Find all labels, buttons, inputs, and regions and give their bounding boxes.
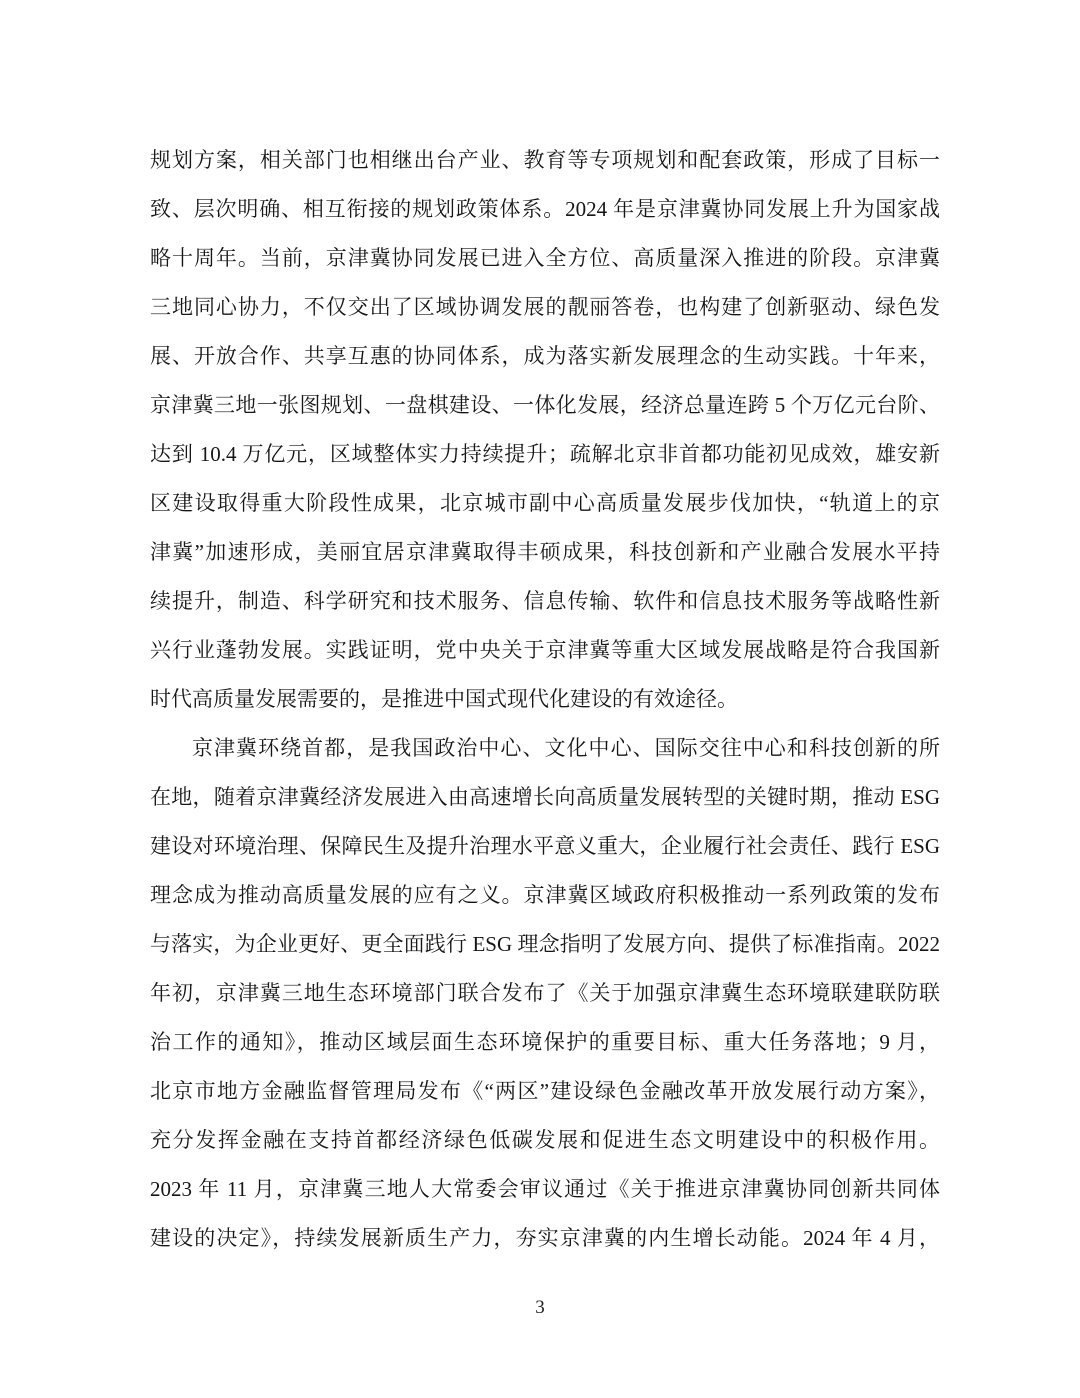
- body-text: [150, 136, 940, 1263]
- page-number: 3: [535, 1297, 545, 1318]
- text-line: 略十周年。当前，京津冀协同发展已进入全方位、高质量深入推进的阶段。京津冀: [150, 246, 940, 270]
- text-line: 展、开放合作、共享互惠的协同体系，成为落实新发展理念的生动实践。十年来，: [150, 344, 940, 368]
- text-line: 年初，京津冀三地生态环境部门联合发布了《关于加强京津冀生态环境联建联防联: [150, 981, 940, 1005]
- text-line: 在地，随着京津冀经济发展进入由高速增长向高质量发展转型的关键时期，推动 ESG: [150, 785, 940, 809]
- text-line: 致、层次明确、相互衔接的规划政策体系。2024 年是京津冀协同发展上升为国家战: [150, 197, 940, 221]
- text-line: 时代高质量发展需要的，是推进中国式现代化建设的有效途径。: [150, 687, 738, 711]
- text-line: 建设的决定》，持续发展新质生产力，夯实京津冀的内生增长动能。2024 年 4 月，: [150, 1226, 940, 1250]
- text-line: 津冀”加速形成，美丽宜居京津冀取得丰硕成果，科技创新和产业融合发展水平持: [150, 540, 940, 564]
- text-line: 京津冀三地一张图规划、一盘棋建设、一体化发展，经济总量连跨 5 个万亿元台阶、: [150, 393, 940, 417]
- text-line: 区建设取得重大阶段性成果，北京城市副中心高质量发展步伐加快，“轨道上的京: [150, 491, 940, 515]
- text-line: 兴行业蓬勃发展。实践证明，党中央关于京津冀等重大区域发展战略是符合我国新: [150, 638, 940, 662]
- text-line: 治工作的通知》，推动区域层面生态环境保护的重要目标、重大任务落地；9 月，: [150, 1030, 940, 1054]
- text-line: 与落实，为企业更好、更全面践行 ESG 理念指明了发展方向、提供了标准指南。2022: [150, 932, 940, 956]
- text-line: 规划方案，相关部门也相继出台产业、教育等专项规划和配套政策，形成了目标一: [150, 148, 940, 172]
- paragraph: [150, 136, 940, 724]
- text-line: 2023 年 11 月，京津冀三地人大常委会审议通过《关于推进京津冀协同创新共同体: [150, 1177, 940, 1201]
- text-line: 北京市地方金融监督管理局发布《“两区”建设绿色金融改革开放发展行动方案》，: [150, 1079, 940, 1103]
- text-line: 续提升，制造、科学研究和技术服务、信息传输、软件和信息技术服务等战略性新: [150, 589, 940, 613]
- text-line: 理念成为推动高质量发展的应有之义。京津冀区域政府积极推动一系列政策的发布: [150, 883, 940, 907]
- text-line: 充分发挥金融在支持首都经济绿色低碳发展和促进生态文明建设中的积极作用。: [150, 1128, 940, 1152]
- text-line: 达到 10.4 万亿元，区域整体实力持续提升；疏解北京非首都功能初见成效，雄安新: [150, 442, 940, 466]
- text-line: 京津冀环绕首都，是我国政治中心、文化中心、国际交往中心和科技创新的所: [192, 736, 940, 760]
- text-line: 三地同心协力，不仅交出了区域协调发展的靓丽答卷，也构建了创新驱动、绿色发: [150, 295, 940, 319]
- paragraph: [150, 724, 940, 1263]
- text-line: 建设对环境治理、保障民生及提升治理水平意义重大，企业履行社会责任、践行 ESG: [150, 834, 940, 858]
